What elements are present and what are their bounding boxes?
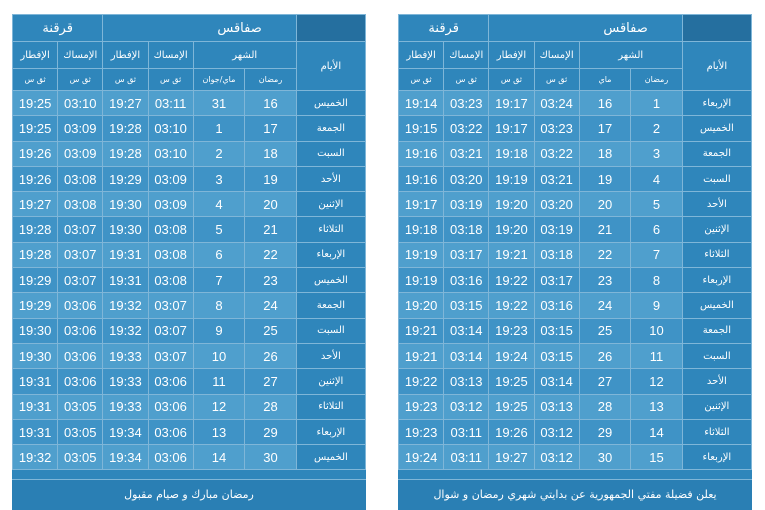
col-month: الشهر	[579, 42, 682, 69]
table-row	[399, 445, 752, 470]
sub-time: ثق س	[148, 69, 193, 91]
weekday-cell: الخميس	[682, 293, 751, 318]
imsak-b-cell: 03:14	[444, 343, 489, 368]
gregorian-day-cell: 6	[193, 242, 245, 267]
table-row	[399, 268, 752, 293]
iftar-a-cell: 19:21	[489, 242, 534, 267]
weekday-cell: الثلاثاء	[296, 217, 365, 242]
weekday-cell: الإثنين	[682, 217, 751, 242]
iftar-a-cell: 19:32	[103, 293, 148, 318]
ramadan-day-cell: 20	[245, 192, 297, 217]
iftar-b-cell: 19:21	[399, 343, 444, 368]
table-row	[399, 242, 752, 267]
imsak-b-cell: 03:07	[58, 217, 103, 242]
weekday-cell: الثلاثاء	[682, 419, 751, 444]
iftar-a-cell: 19:28	[103, 141, 148, 166]
iftar-a-cell: 19:29	[103, 166, 148, 191]
iftar-b-cell: 19:16	[399, 166, 444, 191]
imsak-a-cell: 03:07	[148, 343, 193, 368]
iftar-b-cell: 19:16	[399, 141, 444, 166]
col-days: الأيام	[296, 42, 365, 91]
iftar-b-cell: 19:31	[13, 369, 58, 394]
table-row	[13, 394, 366, 419]
table-row	[13, 217, 366, 242]
imsak-a-cell: 03:06	[148, 419, 193, 444]
weekday-cell: الأحد	[296, 343, 365, 368]
table-row	[399, 419, 752, 444]
iftar-a-cell: 19:24	[489, 343, 534, 368]
imsak-b-cell: 03:11	[444, 445, 489, 470]
iftar-a-cell: 19:27	[489, 445, 534, 470]
iftar-a-cell: 19:31	[103, 242, 148, 267]
ramadan-day-cell: 12	[631, 369, 683, 394]
imsak-b-cell: 03:15	[444, 293, 489, 318]
weekday-cell: الإربعاء	[682, 268, 751, 293]
iftar-b-cell: 19:20	[399, 293, 444, 318]
ramadan-day-cell: 14	[631, 419, 683, 444]
iftar-a-cell: 19:23	[489, 318, 534, 343]
iftar-a-cell: 19:33	[103, 369, 148, 394]
iftar-a-cell: 19:34	[103, 445, 148, 470]
gregorian-day-cell: 2	[193, 141, 245, 166]
imsak-a-cell: 03:15	[534, 318, 579, 343]
corner-cell	[296, 15, 365, 42]
iftar-a-cell: 19:32	[103, 318, 148, 343]
gregorian-day-cell: 3	[193, 166, 245, 191]
gregorian-day-cell: 5	[193, 217, 245, 242]
imsak-b-cell: 03:23	[444, 91, 489, 116]
table-row	[13, 192, 366, 217]
imsak-a-cell: 03:07	[148, 293, 193, 318]
city-header-a: صفاقس	[103, 15, 296, 42]
timetable-body-left	[13, 91, 366, 470]
weekday-cell: الإثنين	[682, 394, 751, 419]
iftar-b-cell: 19:30	[13, 343, 58, 368]
iftar-b-cell: 19:26	[13, 166, 58, 191]
gregorian-day-cell: 9	[193, 318, 245, 343]
gregorian-day-cell: 12	[193, 394, 245, 419]
imsak-a-cell: 03:06	[148, 445, 193, 470]
weekday-cell: الخميس	[296, 268, 365, 293]
iftar-b-cell: 19:30	[13, 318, 58, 343]
gregorian-day-cell: 1	[193, 116, 245, 141]
iftar-b-cell: 19:28	[13, 242, 58, 267]
iftar-a-cell: 19:28	[103, 116, 148, 141]
gregorian-day-cell: 26	[579, 343, 631, 368]
imsak-b-cell: 03:06	[58, 318, 103, 343]
table-row	[13, 318, 366, 343]
imsak-b-cell: 03:07	[58, 268, 103, 293]
timetable-left	[12, 14, 366, 470]
iftar-b-cell: 19:19	[399, 242, 444, 267]
ramadan-day-cell: 10	[631, 318, 683, 343]
iftar-b-cell: 19:23	[399, 394, 444, 419]
table-row	[399, 369, 752, 394]
table-row	[399, 293, 752, 318]
weekday-cell: الإربعاء	[296, 419, 365, 444]
weekday-cell: السبت	[296, 141, 365, 166]
ramadan-day-cell: 11	[631, 343, 683, 368]
sub-time: ثق س	[489, 69, 534, 91]
weekday-cell: الخميس	[682, 116, 751, 141]
imsak-a-cell: 03:14	[534, 369, 579, 394]
ramadan-day-cell: 17	[245, 116, 297, 141]
imsak-b-cell: 03:19	[444, 192, 489, 217]
imsak-b-cell: 03:12	[444, 394, 489, 419]
col-imsak-b: الإمساك	[58, 42, 103, 69]
imsak-a-cell: 03:20	[534, 192, 579, 217]
imsak-b-cell: 03:09	[58, 116, 103, 141]
ramadan-day-cell: 29	[245, 419, 297, 444]
sub-time: ثق س	[103, 69, 148, 91]
iftar-b-cell: 19:23	[399, 419, 444, 444]
table-row	[13, 419, 366, 444]
imsak-a-cell: 03:10	[148, 116, 193, 141]
ramadan-day-cell: 2	[631, 116, 683, 141]
imsak-b-cell: 03:06	[58, 369, 103, 394]
weekday-cell: الإربعاء	[682, 91, 751, 116]
imsak-b-cell: 03:05	[58, 394, 103, 419]
imsak-b-cell: 03:18	[444, 217, 489, 242]
iftar-b-cell: 19:27	[13, 192, 58, 217]
imsak-b-cell: 03:09	[58, 141, 103, 166]
imsak-a-cell: 03:23	[534, 116, 579, 141]
table-row	[399, 192, 752, 217]
ramadan-day-cell: 3	[631, 141, 683, 166]
iftar-a-cell: 19:19	[489, 166, 534, 191]
imsak-a-cell: 03:17	[534, 268, 579, 293]
imsak-a-cell: 03:09	[148, 192, 193, 217]
iftar-a-cell: 19:30	[103, 217, 148, 242]
weekday-cell: الخميس	[296, 91, 365, 116]
gregorian-day-cell: 8	[193, 293, 245, 318]
iftar-a-cell: 19:31	[103, 268, 148, 293]
timetable-body-right	[399, 91, 752, 470]
ramadan-day-cell: 27	[245, 369, 297, 394]
iftar-a-cell: 19:22	[489, 268, 534, 293]
col-month: الشهر	[193, 42, 296, 69]
table-row	[13, 268, 366, 293]
gregorian-day-cell: 28	[579, 394, 631, 419]
ramadan-day-cell: 6	[631, 217, 683, 242]
gregorian-day-cell: 19	[579, 166, 631, 191]
iftar-a-cell: 19:30	[103, 192, 148, 217]
gregorian-day-cell: 20	[579, 192, 631, 217]
table-row	[399, 343, 752, 368]
imsak-b-cell: 03:14	[444, 318, 489, 343]
imsak-b-cell: 03:20	[444, 166, 489, 191]
imsak-b-cell: 03:08	[58, 166, 103, 191]
iftar-a-cell: 19:25	[489, 369, 534, 394]
table-row	[399, 141, 752, 166]
col-imsak-a: الإمساك	[148, 42, 193, 69]
table-row	[13, 242, 366, 267]
gregorian-day-cell: 23	[579, 268, 631, 293]
iftar-a-cell: 19:33	[103, 343, 148, 368]
ramadan-day-cell: 5	[631, 192, 683, 217]
imsak-a-cell: 03:06	[148, 394, 193, 419]
imsak-a-cell: 03:08	[148, 217, 193, 242]
weekday-cell: الجمعة	[296, 116, 365, 141]
timetable-panel-right	[398, 14, 752, 510]
sub-time: ثق س	[399, 69, 444, 91]
gregorian-day-cell: 21	[579, 217, 631, 242]
imsak-a-cell: 03:13	[534, 394, 579, 419]
imsak-b-cell: 03:05	[58, 419, 103, 444]
gregorian-day-cell: 24	[579, 293, 631, 318]
ramadan-day-cell: 7	[631, 242, 683, 267]
iftar-b-cell: 19:32	[13, 445, 58, 470]
weekday-cell: الجمعة	[682, 318, 751, 343]
iftar-b-cell: 19:21	[399, 318, 444, 343]
iftar-b-cell: 19:17	[399, 192, 444, 217]
imsak-b-cell: 03:13	[444, 369, 489, 394]
weekday-cell: الثلاثاء	[296, 394, 365, 419]
iftar-b-cell: 19:19	[399, 268, 444, 293]
iftar-a-cell: 19:22	[489, 293, 534, 318]
table-row	[13, 116, 366, 141]
table-row	[13, 166, 366, 191]
timetable-right	[398, 14, 752, 470]
iftar-b-cell: 19:31	[13, 419, 58, 444]
imsak-a-cell: 03:18	[534, 242, 579, 267]
gregorian-day-cell: 14	[193, 445, 245, 470]
gregorian-day-cell: 13	[193, 419, 245, 444]
imsak-a-cell: 03:10	[148, 141, 193, 166]
imsak-a-cell: 03:15	[534, 343, 579, 368]
col-iftar-b: الإفطار	[399, 42, 444, 69]
iftar-a-cell: 19:27	[103, 91, 148, 116]
gregorian-day-cell: 31	[193, 91, 245, 116]
ramadan-day-cell: 1	[631, 91, 683, 116]
gregorian-day-cell: 4	[193, 192, 245, 217]
imsak-b-cell: 03:17	[444, 242, 489, 267]
table-row	[399, 166, 752, 191]
imsak-a-cell: 03:12	[534, 445, 579, 470]
table-row	[13, 445, 366, 470]
col-iftar-a: الإفطار	[103, 42, 148, 69]
weekday-cell: الأحد	[682, 369, 751, 394]
footer-note-right: يعلن فضيلة مفتي الجمهورية عن بدايتي شهري رمضان و شوال	[398, 479, 752, 510]
ramadan-day-cell: 9	[631, 293, 683, 318]
iftar-a-cell: 19:17	[489, 116, 534, 141]
iftar-b-cell: 19:26	[13, 141, 58, 166]
ramadan-day-cell: 15	[631, 445, 683, 470]
ramadan-day-cell: 19	[245, 166, 297, 191]
imsak-b-cell: 03:06	[58, 343, 103, 368]
sub-gregorian-month: ماي	[579, 69, 631, 91]
gregorian-day-cell: 17	[579, 116, 631, 141]
ramadan-day-cell: 22	[245, 242, 297, 267]
iftar-a-cell: 19:18	[489, 141, 534, 166]
weekday-cell: الخميس	[296, 445, 365, 470]
iftar-b-cell: 19:29	[13, 293, 58, 318]
gregorian-day-cell: 29	[579, 419, 631, 444]
iftar-b-cell: 19:22	[399, 369, 444, 394]
corner-cell	[682, 15, 751, 42]
iftar-b-cell: 19:14	[399, 91, 444, 116]
col-iftar-b: الإفطار	[13, 42, 58, 69]
sub-time: ثق س	[444, 69, 489, 91]
iftar-a-cell: 19:25	[489, 394, 534, 419]
ramadan-day-cell: 13	[631, 394, 683, 419]
gregorian-day-cell: 18	[579, 141, 631, 166]
iftar-a-cell: 19:20	[489, 217, 534, 242]
sub-ramadan: رمضان	[631, 69, 683, 91]
ramadan-day-cell: 18	[245, 141, 297, 166]
imsak-b-cell: 03:10	[58, 91, 103, 116]
iftar-b-cell: 19:15	[399, 116, 444, 141]
ramadan-day-cell: 21	[245, 217, 297, 242]
ramadan-day-cell: 30	[245, 445, 297, 470]
imsak-b-cell: 03:07	[58, 242, 103, 267]
sub-time: ثق س	[58, 69, 103, 91]
col-imsak-b: الإمساك	[444, 42, 489, 69]
table-row	[399, 116, 752, 141]
gregorian-day-cell: 11	[193, 369, 245, 394]
imsak-a-cell: 03:11	[148, 91, 193, 116]
weekday-cell: السبت	[682, 166, 751, 191]
timetable-panel-left	[12, 14, 366, 510]
weekday-cell: الإثنين	[296, 369, 365, 394]
iftar-a-cell: 19:33	[103, 394, 148, 419]
imsak-a-cell: 03:08	[148, 242, 193, 267]
weekday-cell: الإثنين	[296, 192, 365, 217]
gregorian-day-cell: 27	[579, 369, 631, 394]
imsak-b-cell: 03:08	[58, 192, 103, 217]
iftar-b-cell: 19:25	[13, 91, 58, 116]
imsak-a-cell: 03:19	[534, 217, 579, 242]
table-row	[399, 394, 752, 419]
city-header-b: قرقنة	[13, 15, 103, 42]
gregorian-day-cell: 10	[193, 343, 245, 368]
footer-note-left: رمضان مبارك و صيام مقبول	[12, 479, 366, 510]
imsak-b-cell: 03:05	[58, 445, 103, 470]
weekday-cell: الإربعاء	[682, 445, 751, 470]
sub-time: ثق س	[534, 69, 579, 91]
col-iftar-a: الإفطار	[489, 42, 534, 69]
ramadan-day-cell: 23	[245, 268, 297, 293]
iftar-b-cell: 19:24	[399, 445, 444, 470]
sub-gregorian-month: ماي/جوان	[193, 69, 245, 91]
weekday-cell: السبت	[296, 318, 365, 343]
weekday-cell: الإربعاء	[296, 242, 365, 267]
imsak-b-cell: 03:22	[444, 116, 489, 141]
table-row	[13, 91, 366, 116]
iftar-b-cell: 19:25	[13, 116, 58, 141]
iftar-b-cell: 19:28	[13, 217, 58, 242]
ramadan-day-cell: 16	[245, 91, 297, 116]
gregorian-day-cell: 30	[579, 445, 631, 470]
col-imsak-a: الإمساك	[534, 42, 579, 69]
iftar-a-cell: 19:17	[489, 91, 534, 116]
iftar-b-cell: 19:31	[13, 394, 58, 419]
imsak-b-cell: 03:06	[58, 293, 103, 318]
iftar-a-cell: 19:34	[103, 419, 148, 444]
imsak-b-cell: 03:16	[444, 268, 489, 293]
sub-time: ثق س	[13, 69, 58, 91]
table-row	[399, 91, 752, 116]
imsak-a-cell: 03:08	[148, 268, 193, 293]
iftar-b-cell: 19:29	[13, 268, 58, 293]
city-header-b: قرقنة	[399, 15, 489, 42]
imsak-b-cell: 03:21	[444, 141, 489, 166]
city-header-a: صفاقس	[489, 15, 682, 42]
table-row	[399, 217, 752, 242]
sub-ramadan: رمضان	[245, 69, 297, 91]
weekday-cell: السبت	[682, 343, 751, 368]
imsak-a-cell: 03:22	[534, 141, 579, 166]
gregorian-day-cell: 7	[193, 268, 245, 293]
imsak-a-cell: 03:07	[148, 318, 193, 343]
weekday-cell: الأحد	[682, 192, 751, 217]
imsak-a-cell: 03:06	[148, 369, 193, 394]
gregorian-day-cell: 25	[579, 318, 631, 343]
weekday-cell: الأحد	[296, 166, 365, 191]
table-row	[13, 141, 366, 166]
weekday-cell: الثلاثاء	[682, 242, 751, 267]
gregorian-day-cell: 16	[579, 91, 631, 116]
imsak-a-cell: 03:16	[534, 293, 579, 318]
imsak-a-cell: 03:21	[534, 166, 579, 191]
col-days: الأيام	[682, 42, 751, 91]
ramadan-day-cell: 25	[245, 318, 297, 343]
table-row	[13, 369, 366, 394]
table-row	[399, 318, 752, 343]
ramadan-day-cell: 24	[245, 293, 297, 318]
table-row	[13, 343, 366, 368]
imsak-b-cell: 03:11	[444, 419, 489, 444]
iftar-a-cell: 19:20	[489, 192, 534, 217]
imsak-a-cell: 03:24	[534, 91, 579, 116]
weekday-cell: الجمعة	[296, 293, 365, 318]
ramadan-day-cell: 26	[245, 343, 297, 368]
iftar-b-cell: 19:18	[399, 217, 444, 242]
gregorian-day-cell: 22	[579, 242, 631, 267]
ramadan-day-cell: 4	[631, 166, 683, 191]
table-row	[13, 293, 366, 318]
imsak-a-cell: 03:09	[148, 166, 193, 191]
iftar-a-cell: 19:26	[489, 419, 534, 444]
ramadan-day-cell: 28	[245, 394, 297, 419]
ramadan-day-cell: 8	[631, 268, 683, 293]
weekday-cell: الجمعة	[682, 141, 751, 166]
imsak-a-cell: 03:12	[534, 419, 579, 444]
